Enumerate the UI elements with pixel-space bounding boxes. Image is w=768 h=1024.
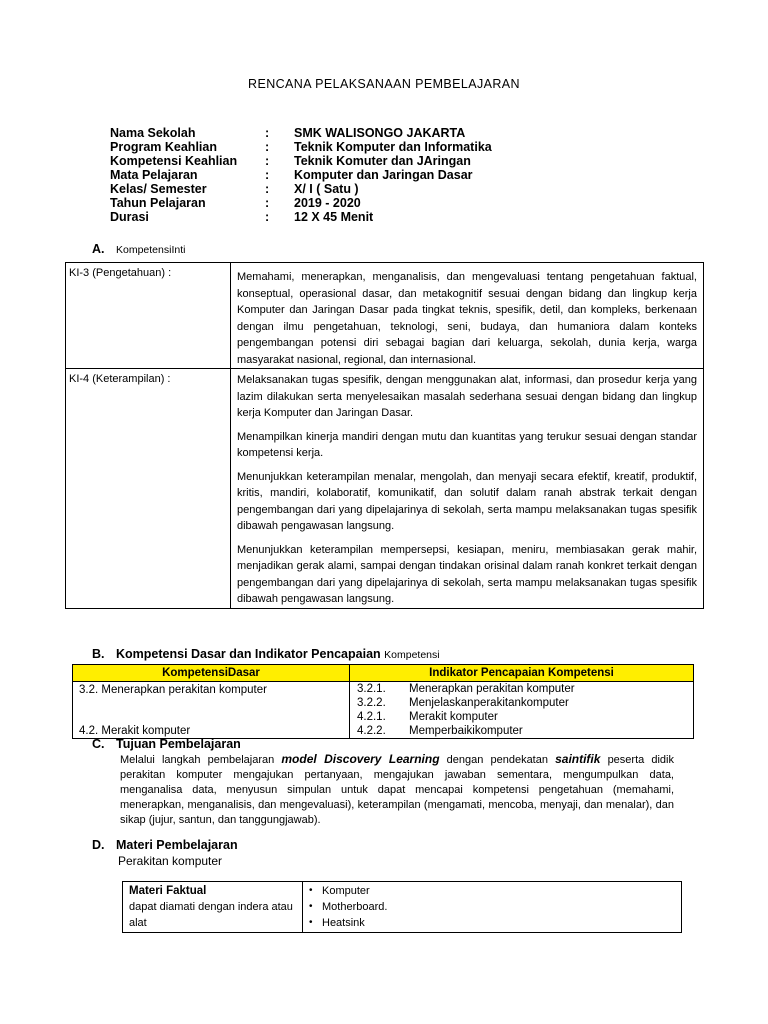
learning-objective-paragraph xyxy=(120,752,674,828)
identity-value: Teknik Komuter dan JAringan xyxy=(294,154,471,168)
section-title: Tujuan Pembelajaran xyxy=(116,737,241,751)
objective-text: dengan pendekatan xyxy=(439,754,556,766)
factual-title: Materi Faktual xyxy=(129,885,207,897)
indicator-number: 3.2.2. xyxy=(357,697,386,709)
identity-label: Nama Sekolah xyxy=(110,126,196,140)
table-row xyxy=(66,369,704,609)
objective-text: Melalui langkah pembelajaran xyxy=(120,754,282,766)
ki3-label: KI-3 (Pengetahuan) : xyxy=(66,263,231,369)
section-d-subtitle: Perakitan komputer xyxy=(118,854,223,868)
indicator-item xyxy=(357,696,688,710)
identity-value: X/ I ( Satu ) xyxy=(294,182,359,196)
bullet-icon: • xyxy=(309,885,313,896)
identity-colon: : xyxy=(265,140,270,154)
objective-text: peserta didik perakitan komputer mengajukan pertanyaan, mengajukan jawaban sementara, mengumpulkan data, menganalisa data, menyusun simpulan untuk dapat mencapai kompetensi pengetahuan (memahami, menerapkan, menganalisis, dan mengevaluasi), keterampilan (mengamati, mencoba, menyaji, dan menalar), dan sikap (jujur, santun, dan tanggungjawab). xyxy=(120,754,674,826)
section-c-heading xyxy=(92,737,241,751)
identity-value: Komputer dan Jaringan Dasar xyxy=(294,168,473,182)
ki4-paragraph: Menunjukkan keterampilan menalar, mengolah, dan menyaji secara efektif, kreatif, produktif, kritis, mandiri, kolaboratif, komunikatif, dan solutif dalam ranah abstrak terkait dengan pengembangan dari yang dipelajarinya di sekolah, serta mampu melaksanakan tugas spesifik dibawah pengawasan langsung. xyxy=(237,470,697,532)
section-letter: D. xyxy=(92,838,105,852)
indicator-number: 4.2.1. xyxy=(357,711,386,723)
kd-item: 4.2. Merakit komputer xyxy=(79,725,191,737)
section-b-heading xyxy=(92,647,440,661)
list-item-text: Motherboard. xyxy=(322,901,388,913)
identity-value: 12 X 45 Menit xyxy=(294,210,374,224)
identity-value: SMK WALISONGO JAKARTA xyxy=(294,126,466,140)
section-title-suffix: Kompetensi xyxy=(384,649,440,661)
ki4-paragraph: Menampilkan kinerja mandiri dengan mutu dan kuantitas yang terukur sesuai dengan standar kompetensi kerja. xyxy=(237,430,697,459)
identity-label: Kelas/ Semester xyxy=(110,182,207,196)
ki3-paragraph: Memahami, menerapkan, menganalisis, dan mengevaluasi tentang pengetahuan faktual, konseptual, operasional dasar, dan metakognitif sesuai dengan bidang dan lingkup kerja Komputer dan Jaringan Dasar pada tingkat teknis, spesifik, detil, dan kompleks, berkenaan dengan ilmu pengetahuan, teknologi, seni, budaya, dan humaniora dalam konteks pengembangan potensi diri sebagai bagian dari keluarga, sekolah, dunia kerja, warga masyarakat nasional, regional, dan internasional. xyxy=(237,271,697,366)
basic-competency-table xyxy=(72,664,694,739)
identity-label: Mata Pelajaran xyxy=(110,168,198,182)
identity-colon: : xyxy=(265,168,270,182)
table-row xyxy=(73,682,694,739)
indicator-item xyxy=(357,682,688,696)
section-title: Materi Pembelajaran xyxy=(116,838,238,852)
identity-label: Durasi xyxy=(110,210,149,224)
column-header-indicator: Indikator Pencapaian Kompetensi xyxy=(350,665,694,682)
kd-cell xyxy=(73,682,350,739)
identity-value: 2019 - 2020 xyxy=(294,196,361,210)
indicator-number: 4.2.2. xyxy=(357,725,386,737)
ki4-paragraph: Menunjukkan keterampilan mempersepsi, kesiapan, meniru, membiasakan gerak mahir, menjadikan gerak alami, sampai dengan tindakan orisinal dalam ranah konkret terkait dengan pengembangan dari yang dipelajarinya di sekolah, serta mampu melaksanakan tugas spesifik dibawah pengawasan langsung. xyxy=(237,543,697,605)
indicator-text: Menjelaskanperakitankomputer xyxy=(409,697,569,709)
kd-item: 3.2. Menerapkan perakitan komputer xyxy=(79,684,267,696)
table-row xyxy=(66,263,704,369)
identity-label: Tahun Pelajaran xyxy=(110,196,206,210)
factual-material-table xyxy=(122,881,682,933)
factual-list xyxy=(309,883,675,931)
list-item-text: Heatsink xyxy=(322,917,365,929)
ki4-label: KI-4 (Keterampilan) : xyxy=(66,369,231,609)
ki3-text xyxy=(231,263,704,369)
indicator-text: Memperbaikikomputer xyxy=(409,725,523,737)
identity-value: Teknik Komputer dan Informatika xyxy=(294,140,492,154)
identity-colon: : xyxy=(265,126,270,140)
identity-label: Kompetensi Keahlian xyxy=(110,154,238,168)
table-row xyxy=(123,882,682,933)
list-item xyxy=(309,883,675,899)
ki4-paragraph: Melaksanakan tugas spesifik, dengan menggunakan alat, informasi, dan prosedur kerja yang lazim dilakukan serta menyelesaikan masalah sederhana sesuai dengan bidang dan lingkup kerja Komputer dan Jaringan Dasar. xyxy=(237,374,697,419)
indicator-item xyxy=(357,710,688,724)
indicator-text: Merakit komputer xyxy=(409,711,498,723)
section-title: Kompetensi Dasar dan Indikator Pencapaian xyxy=(116,647,381,661)
indicator-cell xyxy=(350,682,694,739)
ki4-text xyxy=(231,369,704,609)
identity-colon: : xyxy=(265,182,270,196)
identity-label: Program Keahlian xyxy=(110,140,217,154)
section-d-heading xyxy=(92,838,238,852)
table-header-row xyxy=(73,665,694,682)
bullet-icon: • xyxy=(309,901,313,912)
indicator-item xyxy=(357,724,688,738)
factual-label-cell xyxy=(123,882,303,933)
indicator-number: 3.2.1. xyxy=(357,683,386,695)
identity-colon: : xyxy=(265,154,270,168)
section-letter: B. xyxy=(92,647,105,661)
list-item-text: Komputer xyxy=(322,885,370,897)
section-title: KompetensiInti xyxy=(116,244,186,256)
bullet-icon: • xyxy=(309,917,313,928)
section-a-heading xyxy=(92,242,185,256)
section-letter: A. xyxy=(92,242,105,256)
list-item xyxy=(309,915,675,931)
objective-model: model Discovery Learning xyxy=(281,752,440,766)
factual-items-cell xyxy=(303,882,682,933)
factual-description: dapat diamati dengan indera atau alat xyxy=(129,901,293,929)
core-competency-table xyxy=(65,262,704,609)
identity-colon: : xyxy=(265,196,270,210)
indicator-text: Menerapkan perakitan komputer xyxy=(409,683,575,695)
identity-colon: : xyxy=(265,210,270,224)
list-item xyxy=(309,899,675,915)
objective-approach: saintifik xyxy=(555,752,601,766)
document-title: RENCANA PELAKSANAAN PEMBELAJARAN xyxy=(248,77,520,91)
column-header-kd: KompetensiDasar xyxy=(73,665,350,682)
section-letter: C. xyxy=(92,737,105,751)
